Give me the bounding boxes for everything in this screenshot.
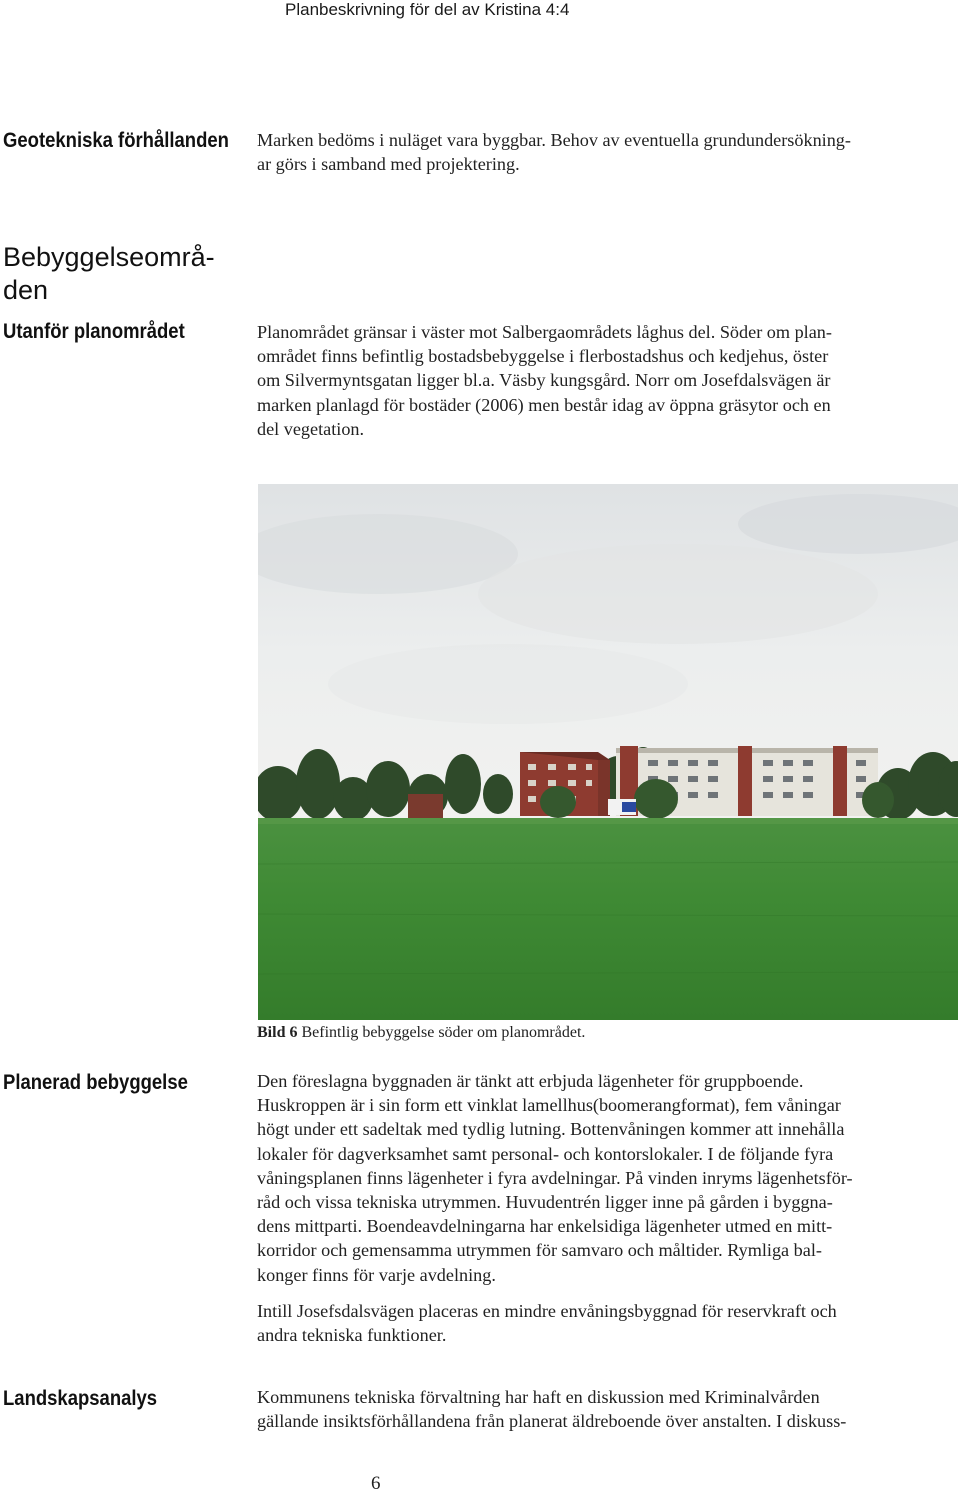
text-line: gällande insiktsförhållandena från planerat äldreboende över anstalten. I diskuss- xyxy=(257,1411,847,1432)
text-line: om Silvermyntsgatan ligger bl.a. Väsby kungsgård. Norr om Josefdalsvägen är xyxy=(257,370,831,391)
text-line: Kommunens tekniska förvaltning har haft en diskussion med Kriminalvården xyxy=(257,1387,820,1407)
text-line: Planområdet gränsar i väster mot Salbergaområdets låghus del. Söder om plan- xyxy=(257,322,832,342)
text-line: Marken bedöms i nuläget vara byggbar. Behov av eventuella grundundersökning- xyxy=(257,130,851,150)
text-line: råd och vissa tekniska utrymmen. Huvudentrén ligger inne på gården i byggna- xyxy=(257,1192,833,1213)
landscape-analysis-text xyxy=(257,1385,957,1433)
text-line: korridor och gemensamma utrymmen för samvaro och måltider. Rymliga bal- xyxy=(257,1240,822,1261)
built-areas-heading-line1: Bebyggelseområ- xyxy=(3,242,215,272)
text-line: högt under ett sadeltak med tydlig lutning. Bottenvåningen kommer att innehålla xyxy=(257,1119,845,1140)
text-line: området finns befintlig bostadsbebyggelse i flerbostadshus och kedjehus, öster xyxy=(257,346,829,367)
text-line: ar görs i samband med projektering. xyxy=(257,154,520,175)
text-line: lokaler för dagverksamhet samt personal- och kontorslokaler. I de följande fyra xyxy=(257,1143,834,1164)
built-areas-heading xyxy=(3,241,215,307)
grass-field xyxy=(258,818,958,1020)
photo-existing-buildings xyxy=(258,484,958,1020)
geotechnics-text xyxy=(257,128,957,176)
low-building xyxy=(408,794,443,819)
text-line: våningsplanen finns lägenheter i fyra avdelningar. På vinden inryms lägenhetsför- xyxy=(257,1167,853,1188)
planned-buildings-heading: Planerad bebyggelse xyxy=(3,1071,188,1094)
text-line: dens mittparti. Boendeavdelningarna har enkelsidiga lägenheter utmed en mitt- xyxy=(257,1216,833,1237)
caption-label: Bild 6 xyxy=(257,1024,298,1041)
planned-buildings-paragraph-2 xyxy=(257,1299,957,1347)
text-line: Intill Josefsdalsvägen placeras en mindre envåningsbyggnad för reservkraft och xyxy=(257,1301,837,1321)
planned-buildings-paragraph-1 xyxy=(257,1069,957,1287)
built-areas-heading-line2: den xyxy=(3,275,49,305)
outside-plan-area-subheading: Utanför planområdet xyxy=(3,320,185,343)
text-line: marken planlagd för bostäder (2006) men består idag av öppna gräsytor och en xyxy=(257,394,831,415)
landscape-analysis-heading: Landskapsanalys xyxy=(3,1387,158,1410)
built-areas-text xyxy=(257,320,957,441)
photo-caption xyxy=(257,1024,585,1042)
text-line: andra tekniska funktioner. xyxy=(257,1325,447,1346)
text-line: Huskroppen är i sin form ett vinklat lamellhus(boomerangformat), fem våningar xyxy=(257,1095,841,1116)
text-line: konger finns för varje avdelning. xyxy=(257,1264,496,1285)
text-line: del vegetation. xyxy=(257,418,365,439)
page-number: 6 xyxy=(371,1473,381,1494)
text-line: Den föreslagna byggnaden är tänkt att erbjuda lägenheter för gruppboende. xyxy=(257,1071,804,1091)
page-header-title: Planbeskrivning för del av Kristina 4:4 xyxy=(285,0,570,19)
caption-text: Befintlig bebyggelse söder om planområdet. xyxy=(297,1024,586,1041)
geotechnics-heading: Geotekniska förhållanden xyxy=(3,129,229,152)
